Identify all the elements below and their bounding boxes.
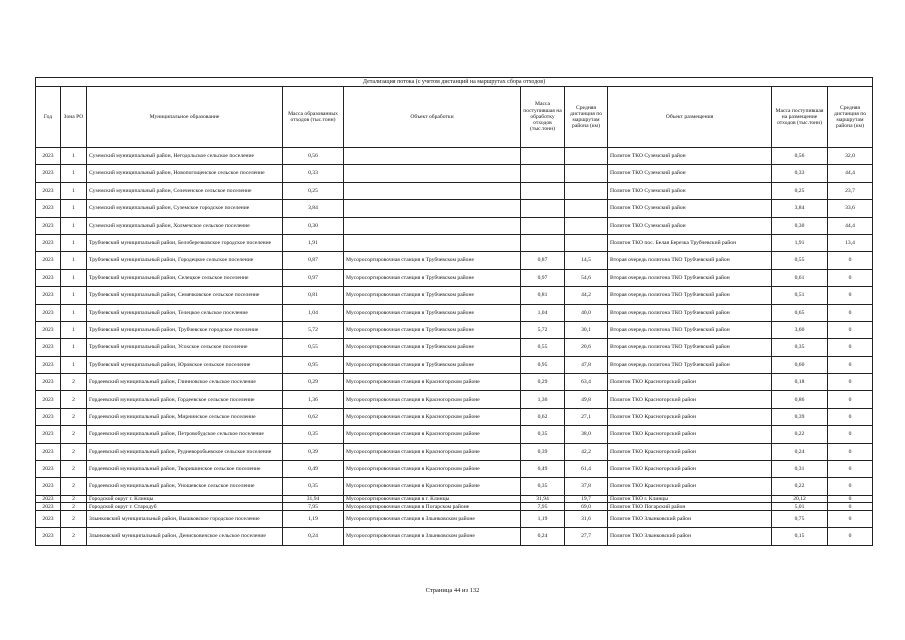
cell-municipality: Трубчевский муниципальный район, Селецкое сельское поселение xyxy=(87,269,283,286)
cell-zone: 2 xyxy=(61,528,87,545)
cell-avg-distance-placement: 0 xyxy=(828,511,873,528)
cell-mass-processing: 0,62 xyxy=(521,408,565,425)
table-row xyxy=(36,148,873,165)
cell-avg-distance: 37,8 xyxy=(565,478,608,495)
page-number: Страница 44 из 132 xyxy=(425,587,480,594)
cell-mass-placement: 0,15 xyxy=(772,528,828,545)
header-placement-object: Объект размещения xyxy=(608,87,772,148)
cell-municipality: Суземский муниципальный район, Селеченское сельское поселение xyxy=(87,182,283,199)
cell-mass-placement: 0,24 xyxy=(772,443,828,460)
cell-avg-distance-placement: 44,4 xyxy=(828,217,873,234)
cell-municipality: Гордеевский муниципальный район, Творишинское сельское поселение xyxy=(87,461,283,478)
cell-placement-object: Полигон ТКО Красногорский район xyxy=(608,374,772,391)
table-row xyxy=(36,304,873,321)
cell-avg-distance-placement: 0 xyxy=(828,528,873,545)
table-row xyxy=(36,287,873,304)
cell-placement-object: Полигон ТКО Красногорский район xyxy=(608,461,772,478)
cell-avg-distance-placement: 0 xyxy=(828,478,873,495)
cell-municipality: Злынковский муниципальный район, Вышковское городское поселение xyxy=(87,511,283,528)
cell-mass-generated: 3,84 xyxy=(283,200,344,217)
cell-mass-generated: 1,19 xyxy=(283,511,344,528)
cell-mass-placement: 0,31 xyxy=(772,461,828,478)
cell-avg-distance: 42,2 xyxy=(565,443,608,460)
cell-mass-generated: 0,95 xyxy=(283,356,344,373)
cell-mass-processing: 7,95 xyxy=(521,503,565,511)
cell-mass-placement: 0,55 xyxy=(772,252,828,269)
cell-mass-generated: 0,81 xyxy=(283,287,344,304)
cell-placement-object: Полигон ТКО Красногорский район xyxy=(608,391,772,408)
cell-municipality: Суземский муниципальный район, Новопогощенское сельское поселение xyxy=(87,165,283,182)
cell-avg-distance-placement: 0 xyxy=(828,391,873,408)
cell-mass-placement: 0,22 xyxy=(772,478,828,495)
cell-zone: 1 xyxy=(61,148,87,165)
cell-mass-processing: 0,24 xyxy=(521,528,565,545)
cell-zone: 2 xyxy=(61,374,87,391)
cell-mass-generated: 7,95 xyxy=(283,503,344,511)
cell-avg-distance: 31,6 xyxy=(565,511,608,528)
cell-mass-processing xyxy=(521,234,565,251)
cell-processing-object xyxy=(344,217,521,234)
header-mass-generated: Масса образованных отходов (тыс.тонн) xyxy=(283,87,344,148)
cell-zone: 1 xyxy=(61,269,87,286)
cell-processing-object: Мусоросортировочная станция в Красногорском районе xyxy=(344,408,521,425)
cell-mass-generated: 0,39 xyxy=(283,443,344,460)
cell-avg-distance-placement: 0 xyxy=(828,461,873,478)
cell-mass-processing: 0,95 xyxy=(521,356,565,373)
cell-avg-distance-placement: 0 xyxy=(828,321,873,338)
table-row xyxy=(36,217,873,234)
cell-avg-distance: 14,5 xyxy=(565,252,608,269)
cell-municipality: Городской округ г. Стародуб xyxy=(87,503,283,511)
cell-processing-object xyxy=(344,200,521,217)
cell-mass-placement: 5,01 xyxy=(772,503,828,511)
cell-year: 2023 xyxy=(36,287,61,304)
cell-processing-object: Мусоросортировочная станция в Трубчевском районе xyxy=(344,252,521,269)
cell-avg-distance: 20,6 xyxy=(565,339,608,356)
cell-zone: 1 xyxy=(61,321,87,338)
cell-processing-object: Мусоросортировочная станция в Трубчевском районе xyxy=(344,287,521,304)
cell-processing-object: Мусоросортировочная станция в Красногорском районе xyxy=(344,391,521,408)
cell-mass-placement: 0,56 xyxy=(772,148,828,165)
cell-avg-distance: 54,6 xyxy=(565,269,608,286)
cell-year: 2023 xyxy=(36,252,61,269)
cell-avg-distance-placement: 0 xyxy=(828,374,873,391)
cell-municipality: Гордеевский муниципальный район, Гордеевское сельское поселение xyxy=(87,391,283,408)
cell-processing-object: Мусоросортировочная станция в Красногорском районе xyxy=(344,443,521,460)
cell-year: 2023 xyxy=(36,339,61,356)
cell-processing-object: Мусоросортировочная станция в Трубчевском районе xyxy=(344,321,521,338)
cell-municipality: Трубчевский муниципальный район, Юровское сельское поселение xyxy=(87,356,283,373)
cell-mass-processing xyxy=(521,165,565,182)
cell-avg-distance: 27,7 xyxy=(565,528,608,545)
cell-avg-distance-placement: 0 xyxy=(828,356,873,373)
cell-zone: 1 xyxy=(61,217,87,234)
cell-avg-distance: 27,1 xyxy=(565,408,608,425)
header-avg-distance-placement: Средняя дистанция по маршрутам района (км) xyxy=(828,87,873,148)
cell-mass-processing: 1,19 xyxy=(521,511,565,528)
cell-avg-distance: 69,0 xyxy=(565,503,608,511)
table-row xyxy=(36,426,873,443)
cell-avg-distance-placement: 0 xyxy=(828,408,873,425)
cell-year: 2023 xyxy=(36,374,61,391)
cell-zone: 1 xyxy=(61,287,87,304)
cell-avg-distance xyxy=(565,234,608,251)
cell-year: 2023 xyxy=(36,200,61,217)
cell-placement-object: Полигон ТКО Красногорский район xyxy=(608,478,772,495)
cell-mass-generated: 0,25 xyxy=(283,182,344,199)
cell-year: 2023 xyxy=(36,426,61,443)
cell-placement-object: Вторая очередь полигона ТКО Трубчевский район xyxy=(608,252,772,269)
table-row xyxy=(36,339,873,356)
cell-avg-distance: 19,7 xyxy=(565,495,608,503)
cell-year: 2023 xyxy=(36,503,61,511)
cell-year: 2023 xyxy=(36,182,61,199)
cell-mass-generated: 0,35 xyxy=(283,426,344,443)
cell-mass-processing: 0,29 xyxy=(521,374,565,391)
cell-mass-generated: 0,56 xyxy=(283,148,344,165)
cell-avg-distance-placement: 44,4 xyxy=(828,165,873,182)
cell-avg-distance xyxy=(565,200,608,217)
cell-year: 2023 xyxy=(36,165,61,182)
cell-mass-processing: 0,39 xyxy=(521,443,565,460)
cell-mass-placement: 0,75 xyxy=(772,511,828,528)
cell-mass-placement: 0,39 xyxy=(772,408,828,425)
cell-zone: 1 xyxy=(61,182,87,199)
table-row xyxy=(36,165,873,182)
cell-mass-processing: 31,94 xyxy=(521,495,565,503)
cell-mass-placement: 0,86 xyxy=(772,391,828,408)
cell-mass-processing: 0,97 xyxy=(521,269,565,286)
cell-mass-processing: 1,36 xyxy=(521,391,565,408)
cell-zone: 2 xyxy=(61,426,87,443)
cell-municipality: Трубчевский муниципальный район, Трубчевское городское поселение xyxy=(87,321,283,338)
cell-mass-processing xyxy=(521,182,565,199)
cell-year: 2023 xyxy=(36,391,61,408)
cell-mass-generated: 1,04 xyxy=(283,304,344,321)
flow-detail-table xyxy=(35,77,873,546)
header-mass-processing: Масса поступившая на обработку отходов (тыс.тонн) xyxy=(521,87,565,148)
cell-zone: 2 xyxy=(61,443,87,460)
cell-mass-processing: 0,35 xyxy=(521,478,565,495)
cell-mass-placement: 0,61 xyxy=(772,269,828,286)
cell-avg-distance-placement: 0 xyxy=(828,269,873,286)
cell-avg-distance-placement: 23,7 xyxy=(828,182,873,199)
cell-mass-processing: 1,04 xyxy=(521,304,565,321)
table-row xyxy=(36,528,873,545)
cell-mass-processing: 0,55 xyxy=(521,339,565,356)
cell-year: 2023 xyxy=(36,356,61,373)
cell-placement-object: Полигон ТКО Злынковский район xyxy=(608,528,772,545)
cell-mass-placement: 3,60 xyxy=(772,321,828,338)
cell-processing-object xyxy=(344,165,521,182)
table-row xyxy=(36,200,873,217)
cell-municipality: Трубчевский муниципальный район, Телецкое сельское поселение xyxy=(87,304,283,321)
cell-placement-object: Вторая очередь полигона ТКО Трубчевский район xyxy=(608,321,772,338)
table-row xyxy=(36,461,873,478)
header-avg-distance: Средняя дистанция по маршрутам района (км) xyxy=(565,87,608,148)
cell-year: 2023 xyxy=(36,304,61,321)
cell-placement-object: Полигон ТКО Суземский район xyxy=(608,217,772,234)
cell-avg-distance-placement: 13,4 xyxy=(828,234,873,251)
cell-placement-object: Полигон ТКО Красногорский район xyxy=(608,426,772,443)
table-row xyxy=(36,495,873,503)
cell-avg-distance-placement: 0 xyxy=(828,443,873,460)
table-row xyxy=(36,252,873,269)
cell-processing-object: Мусоросортировочная станция в Трубчевском районе xyxy=(344,304,521,321)
table-row xyxy=(36,478,873,495)
cell-placement-object: Полигон ТКО г. Клинцы xyxy=(608,495,772,503)
cell-mass-placement: 0,22 xyxy=(772,426,828,443)
cell-zone: 1 xyxy=(61,200,87,217)
cell-municipality: Трубчевский муниципальный район, Усохское сельское поселение xyxy=(87,339,283,356)
cell-mass-processing: 0,87 xyxy=(521,252,565,269)
cell-mass-generated: 0,97 xyxy=(283,269,344,286)
cell-mass-processing: 0,81 xyxy=(521,287,565,304)
header-municipality: Муниципальное образование xyxy=(87,87,283,148)
cell-placement-object: Полигон ТКО Суземский район xyxy=(608,148,772,165)
cell-municipality: Гордеевский муниципальный район, Мирнинское сельское поселение xyxy=(87,408,283,425)
cell-processing-object: Мусоросортировочная станция в Красногорском районе xyxy=(344,374,521,391)
cell-mass-processing xyxy=(521,217,565,234)
cell-processing-object: Мусоросортировочная станция в Трубчевском районе xyxy=(344,356,521,373)
cell-zone: 1 xyxy=(61,304,87,321)
cell-mass-placement: 0,18 xyxy=(772,374,828,391)
cell-mass-generated: 0,33 xyxy=(283,165,344,182)
cell-processing-object xyxy=(344,148,521,165)
cell-avg-distance: 63,4 xyxy=(565,374,608,391)
table-row xyxy=(36,374,873,391)
cell-zone: 2 xyxy=(61,461,87,478)
cell-avg-distance-placement: 0 xyxy=(828,304,873,321)
cell-year: 2023 xyxy=(36,148,61,165)
cell-mass-generated: 5,72 xyxy=(283,321,344,338)
cell-year: 2023 xyxy=(36,234,61,251)
cell-processing-object: Мусоросортировочная станция в Красногорском районе xyxy=(344,426,521,443)
cell-avg-distance-placement: 0 xyxy=(828,252,873,269)
cell-year: 2023 xyxy=(36,269,61,286)
cell-mass-generated: 0,24 xyxy=(283,528,344,545)
cell-year: 2023 xyxy=(36,478,61,495)
cell-year: 2023 xyxy=(36,408,61,425)
cell-processing-object: Мусоросортировочная станция в Злынковском районе xyxy=(344,511,521,528)
cell-year: 2023 xyxy=(36,321,61,338)
cell-mass-placement: 0,25 xyxy=(772,182,828,199)
cell-year: 2023 xyxy=(36,511,61,528)
cell-processing-object: Мусоросортировочная станция в Трубчевском районе xyxy=(344,339,521,356)
cell-avg-distance: 47,8 xyxy=(565,356,608,373)
cell-avg-distance xyxy=(565,217,608,234)
cell-avg-distance xyxy=(565,148,608,165)
cell-processing-object: Мусоросортировочная станция в Погарском районе xyxy=(344,503,521,511)
cell-avg-distance-placement: 33,6 xyxy=(828,200,873,217)
cell-municipality: Трубчевский муниципальный район, Семячковское сельское поселение xyxy=(87,287,283,304)
cell-municipality: Городской округ г. Клинцы xyxy=(87,495,283,503)
table-row xyxy=(36,269,873,286)
table-row xyxy=(36,356,873,373)
table-row xyxy=(36,234,873,251)
cell-mass-processing: 5,72 xyxy=(521,321,565,338)
cell-zone: 2 xyxy=(61,391,87,408)
cell-mass-placement: 0,30 xyxy=(772,217,828,234)
cell-municipality: Трубчевский муниципальный район, Белоберезковское городское поселение xyxy=(87,234,283,251)
cell-zone: 1 xyxy=(61,252,87,269)
header-year: Год xyxy=(36,87,61,148)
cell-municipality: Гордеевский муниципальный район, Петровобудское сельское поселение xyxy=(87,426,283,443)
table-title: Детализация потока (с учетом дистанций на маршрутах сбора отходов) xyxy=(36,78,873,87)
header-processing-object: Объект обработки xyxy=(344,87,521,148)
cell-municipality: Трубчевский муниципальный район, Городецкое сельское поселение xyxy=(87,252,283,269)
cell-zone: 1 xyxy=(61,234,87,251)
cell-avg-distance: 44,2 xyxy=(565,287,608,304)
cell-municipality: Гордеевский муниципальный район, Рудневоробьевское сельское поселение xyxy=(87,443,283,460)
cell-mass-placement: 0,33 xyxy=(772,165,828,182)
cell-mass-generated: 31,94 xyxy=(283,495,344,503)
cell-municipality: Суземский муниципальный район, Негодольское сельское поселение xyxy=(87,148,283,165)
cell-mass-generated: 0,87 xyxy=(283,252,344,269)
cell-processing-object xyxy=(344,234,521,251)
table-title-row xyxy=(36,78,873,87)
cell-mass-placement: 1,91 xyxy=(772,234,828,251)
cell-mass-generated: 0,29 xyxy=(283,374,344,391)
cell-mass-generated: 0,35 xyxy=(283,478,344,495)
cell-avg-distance: 49,8 xyxy=(565,391,608,408)
cell-placement-object: Вторая очередь полигона ТКО Трубчевский район xyxy=(608,356,772,373)
cell-processing-object: Мусоросортировочная станция в Красногорском районе xyxy=(344,478,521,495)
cell-mass-generated: 0,62 xyxy=(283,408,344,425)
cell-mass-processing xyxy=(521,148,565,165)
cell-year: 2023 xyxy=(36,443,61,460)
cell-municipality: Гордеевский муниципальный район, Глинновское сельское поселение xyxy=(87,374,283,391)
cell-year: 2023 xyxy=(36,217,61,234)
cell-avg-distance-placement: 0 xyxy=(828,339,873,356)
table-row xyxy=(36,511,873,528)
cell-placement-object: Полигон ТКО Суземский район xyxy=(608,200,772,217)
cell-avg-distance-placement: 0 xyxy=(828,426,873,443)
table-row xyxy=(36,503,873,511)
cell-processing-object xyxy=(344,182,521,199)
cell-municipality: Суземский муниципальный район, Суземское городское поселение xyxy=(87,200,283,217)
cell-mass-processing xyxy=(521,200,565,217)
cell-mass-placement: 0,35 xyxy=(772,339,828,356)
table-header-row xyxy=(36,87,873,148)
table-row xyxy=(36,408,873,425)
cell-placement-object: Полигон ТКО Суземский район xyxy=(608,182,772,199)
cell-avg-distance: 61,4 xyxy=(565,461,608,478)
cell-placement-object: Полигон ТКО Суземский район xyxy=(608,165,772,182)
cell-avg-distance xyxy=(565,182,608,199)
cell-zone: 2 xyxy=(61,408,87,425)
cell-processing-object: Мусоросортировочная станция в Злынковском районе xyxy=(344,528,521,545)
cell-mass-generated: 0,55 xyxy=(283,339,344,356)
table-row xyxy=(36,391,873,408)
cell-mass-generated: 1,36 xyxy=(283,391,344,408)
cell-mass-placement: 20,12 xyxy=(772,495,828,503)
cell-zone: 1 xyxy=(61,165,87,182)
cell-municipality: Злынковский муниципальный район, Денисковичское сельское поселение xyxy=(87,528,283,545)
cell-placement-object: Полигон ТКО Красногорский район xyxy=(608,408,772,425)
cell-zone: 1 xyxy=(61,356,87,373)
cell-avg-distance-placement: 0 xyxy=(828,503,873,511)
table-row xyxy=(36,443,873,460)
cell-year: 2023 xyxy=(36,528,61,545)
cell-avg-distance: 30,1 xyxy=(565,321,608,338)
cell-zone: 2 xyxy=(61,503,87,511)
table-row xyxy=(36,182,873,199)
cell-mass-placement: 0,60 xyxy=(772,356,828,373)
cell-processing-object: Мусоросортировочная станция в Красногорском районе xyxy=(344,461,521,478)
cell-zone: 2 xyxy=(61,495,87,503)
cell-placement-object: Полигон ТКО Красногорский район xyxy=(608,443,772,460)
header-zone: Зона РО xyxy=(61,87,87,148)
cell-placement-object: Полигон ТКО Погарский район xyxy=(608,503,772,511)
header-mass-placement: Масса поступившая на размещение отходов (тыс.тонн) xyxy=(772,87,828,148)
cell-processing-object: Мусоросортировочная станция в г. Клинцы xyxy=(344,495,521,503)
cell-mass-placement: 0,51 xyxy=(772,287,828,304)
cell-zone: 2 xyxy=(61,511,87,528)
cell-avg-distance-placement: 32,0 xyxy=(828,148,873,165)
cell-avg-distance-placement: 0 xyxy=(828,495,873,503)
cell-placement-object: Вторая очередь полигона ТКО Трубчевский район xyxy=(608,339,772,356)
cell-year: 2023 xyxy=(36,495,61,503)
cell-mass-generated: 0,49 xyxy=(283,461,344,478)
cell-municipality: Суземский муниципальный район, Холмечское сельское поселение xyxy=(87,217,283,234)
cell-zone: 1 xyxy=(61,339,87,356)
cell-avg-distance xyxy=(565,165,608,182)
cell-placement-object: Полигон ТКО пос. Белая Березка Трубчевский район xyxy=(608,234,772,251)
cell-mass-placement: 0,65 xyxy=(772,304,828,321)
cell-avg-distance-placement: 0 xyxy=(828,287,873,304)
cell-processing-object: Мусоросортировочная станция в Трубчевском районе xyxy=(344,269,521,286)
cell-municipality: Гордеевский муниципальный район, Уношевское сельское поселение xyxy=(87,478,283,495)
cell-avg-distance: 38,0 xyxy=(565,426,608,443)
cell-mass-processing: 0,49 xyxy=(521,461,565,478)
cell-mass-placement: 3,84 xyxy=(772,200,828,217)
cell-mass-generated: 1,91 xyxy=(283,234,344,251)
cell-placement-object: Полигон ТКО Злынковский район xyxy=(608,511,772,528)
cell-placement-object: Вторая очередь полигона ТКО Трубчевский район xyxy=(608,304,772,321)
cell-placement-object: Вторая очередь полигона ТКО Трубчевский район xyxy=(608,269,772,286)
cell-placement-object: Вторая очередь полигона ТКО Трубчевский район xyxy=(608,287,772,304)
cell-year: 2023 xyxy=(36,461,61,478)
cell-mass-processing: 0,35 xyxy=(521,426,565,443)
cell-avg-distance: 40,0 xyxy=(565,304,608,321)
table-row xyxy=(36,321,873,338)
cell-zone: 2 xyxy=(61,478,87,495)
cell-mass-generated: 0,30 xyxy=(283,217,344,234)
